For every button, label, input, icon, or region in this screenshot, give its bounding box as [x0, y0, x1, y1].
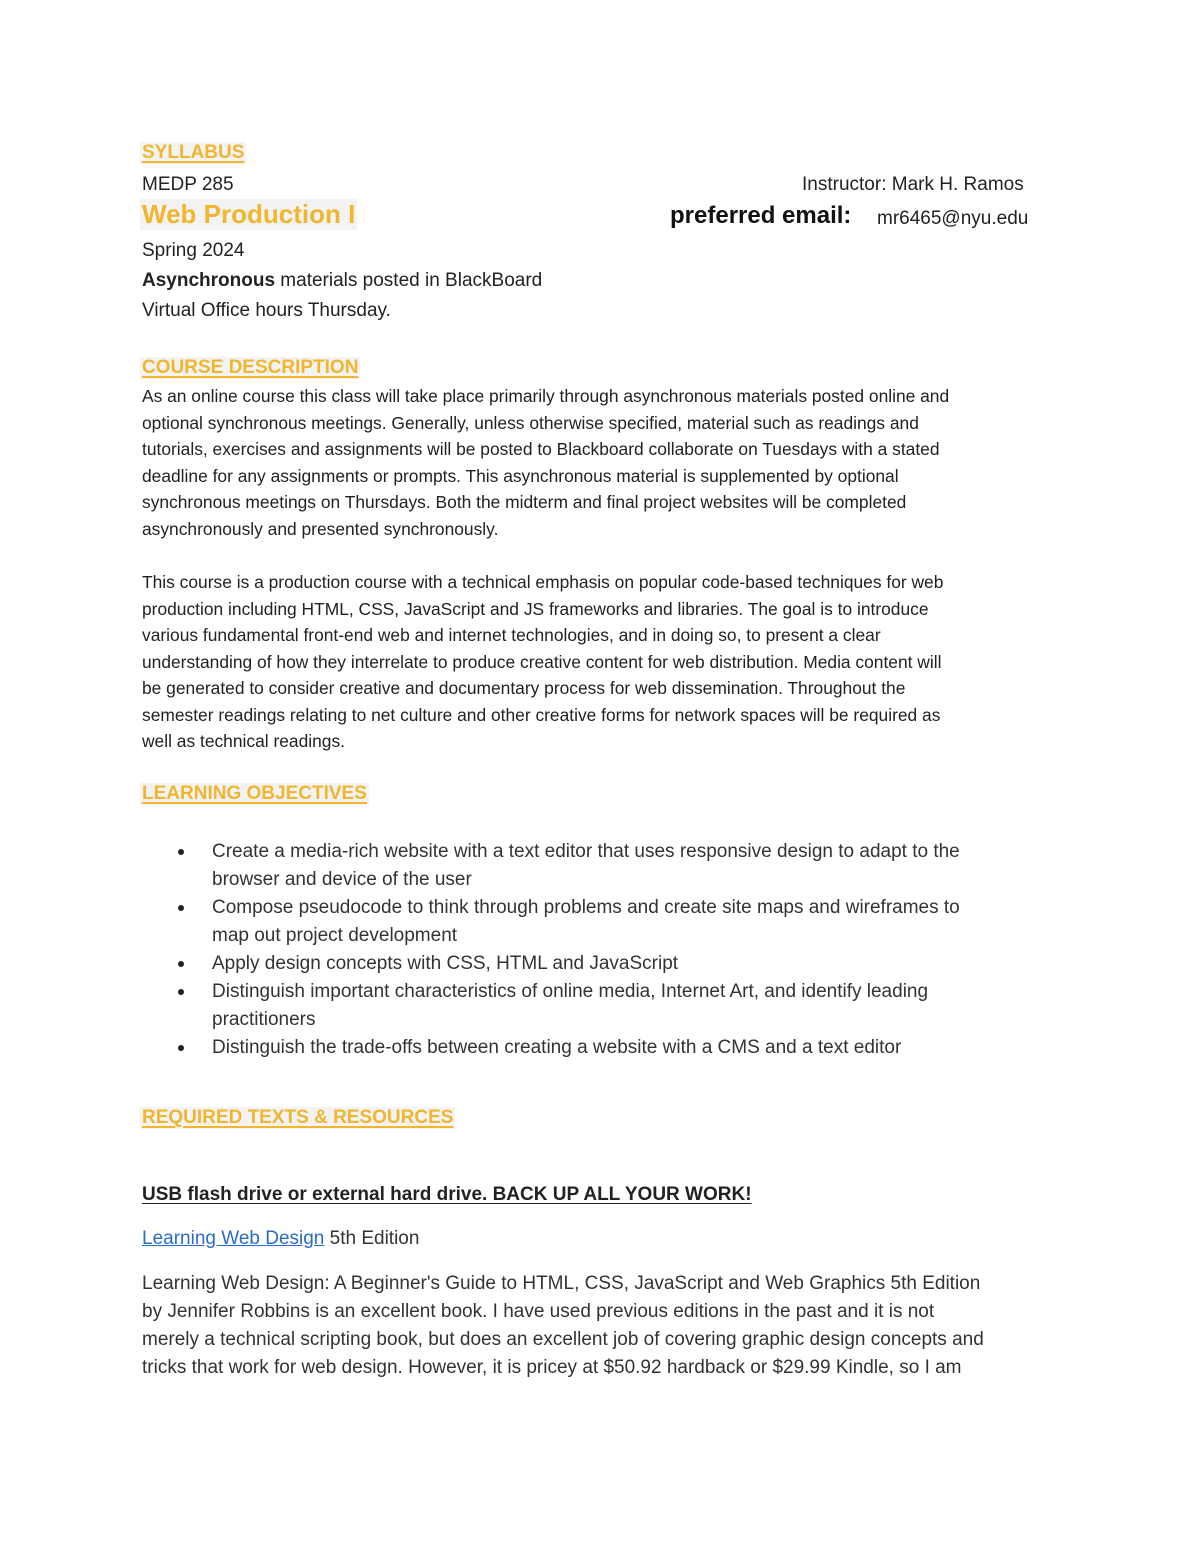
syllabus-heading: SYLLABUS	[142, 142, 245, 163]
course-title: Web Production I	[142, 199, 356, 229]
book-paragraph	[142, 1270, 1062, 1382]
paragraph-line: production including HTML, CSS, JavaScript and JS frameworks and libraries. The goal is to introduce	[142, 598, 929, 619]
book-link[interactable]: Learning Web Design	[142, 1228, 325, 1249]
paragraph-line: be generated to consider creative and documentary process for web dissemination. Throughout the	[142, 678, 906, 698]
list-item: Compose pseudocode to think through problems and create site maps and wireframes to map out project development	[142, 894, 1042, 950]
paragraph-line: well as technical readings.	[142, 731, 345, 751]
paragraph-line: by Jennifer Robbins is an excellent book. I have used previous editions in the past and it is not	[142, 1301, 935, 1322]
paragraph-line: asynchronously and presented synchronously.	[142, 518, 499, 539]
course-description-paragraph-2	[142, 569, 1062, 755]
instructor-name: Instructor: Mark H. Ramos	[802, 174, 1024, 195]
learning-objectives-list	[142, 838, 1042, 1062]
course-code: MEDP 285	[142, 174, 234, 195]
paragraph-line: optional synchronous meetings. Generally, unless otherwise specified, material such as readings and	[142, 412, 919, 433]
bullet-icon	[178, 1045, 184, 1051]
paragraph-line: synchronous meetings on Thursdays. Both the midterm and final project websites will be completed	[142, 492, 907, 512]
office-hours: Virtual Office hours Thursday.	[142, 300, 391, 321]
list-item: Distinguish important characteristics of online media, Internet Art, and identify leading practitioners	[142, 978, 1042, 1034]
paragraph-line: This course is a production course with a technical emphasis on popular code-based techniques for web	[142, 572, 944, 592]
course-description-paragraph-1	[142, 383, 1062, 542]
paragraph-line: semester readings relating to net culture and other creative forms for network spaces will be required as	[142, 704, 941, 725]
required-texts-heading: REQUIRED TEXTS & RESOURCES	[142, 1107, 454, 1128]
email-value[interactable]: mr6465@nyu.edu	[877, 208, 1029, 229]
async-bold: Asynchronous	[142, 270, 276, 291]
bullet-icon	[178, 849, 184, 855]
async-rest: materials posted in BlackBoard	[275, 270, 543, 291]
book-line	[142, 1228, 419, 1250]
usb-note: USB flash drive or external hard drive. BACK UP ALL YOUR WORK!	[142, 1184, 752, 1205]
paragraph-line: various fundamental front-end web and internet technologies, and in doing so, to present a clear	[142, 625, 881, 645]
list-item: Apply design concepts with CSS, HTML and JavaScript	[142, 950, 1042, 978]
course-description-heading: COURSE DESCRIPTION	[142, 357, 359, 378]
async-line	[142, 266, 542, 296]
paragraph-line: merely a technical scripting book, but does an excellent job of covering graphic design concepts and	[142, 1329, 984, 1350]
term: Spring 2024	[142, 240, 245, 261]
paragraph-line: deadline for any assignments or prompts. This asynchronous material is supplemented by optional	[142, 465, 899, 486]
bullet-icon	[178, 989, 184, 995]
paragraph-line: understanding of how they interrelate to produce creative content for web distribution. Media content will	[142, 651, 942, 672]
paragraph-line: tutorials, exercises and assignments will be posted to Blackboard collaborate on Tuesdays with a stated	[142, 439, 940, 459]
list-item: Create a media-rich website with a text editor that uses responsive design to adapt to the browser and device of the user	[142, 838, 1042, 894]
learning-objectives-heading: LEARNING OBJECTIVES	[142, 783, 367, 804]
bullet-icon	[178, 961, 184, 967]
list-item: Distinguish the trade-offs between creating a website with a CMS and a text editor	[142, 1034, 1042, 1062]
book-edition: 5th Edition	[324, 1228, 420, 1249]
bullet-icon	[178, 905, 184, 911]
email-label: preferred email:	[670, 202, 852, 229]
paragraph-line: Learning Web Design: A Beginner's Guide to HTML, CSS, JavaScript and Web Graphics 5th Edition	[142, 1273, 981, 1294]
paragraph-line: As an online course this class will take place primarily through asynchronous materials posted online and	[142, 386, 950, 406]
paragraph-line: tricks that work for web design. However, it is pricey at $50.92 hardback or $29.99 Kindle, so I am	[142, 1357, 962, 1378]
